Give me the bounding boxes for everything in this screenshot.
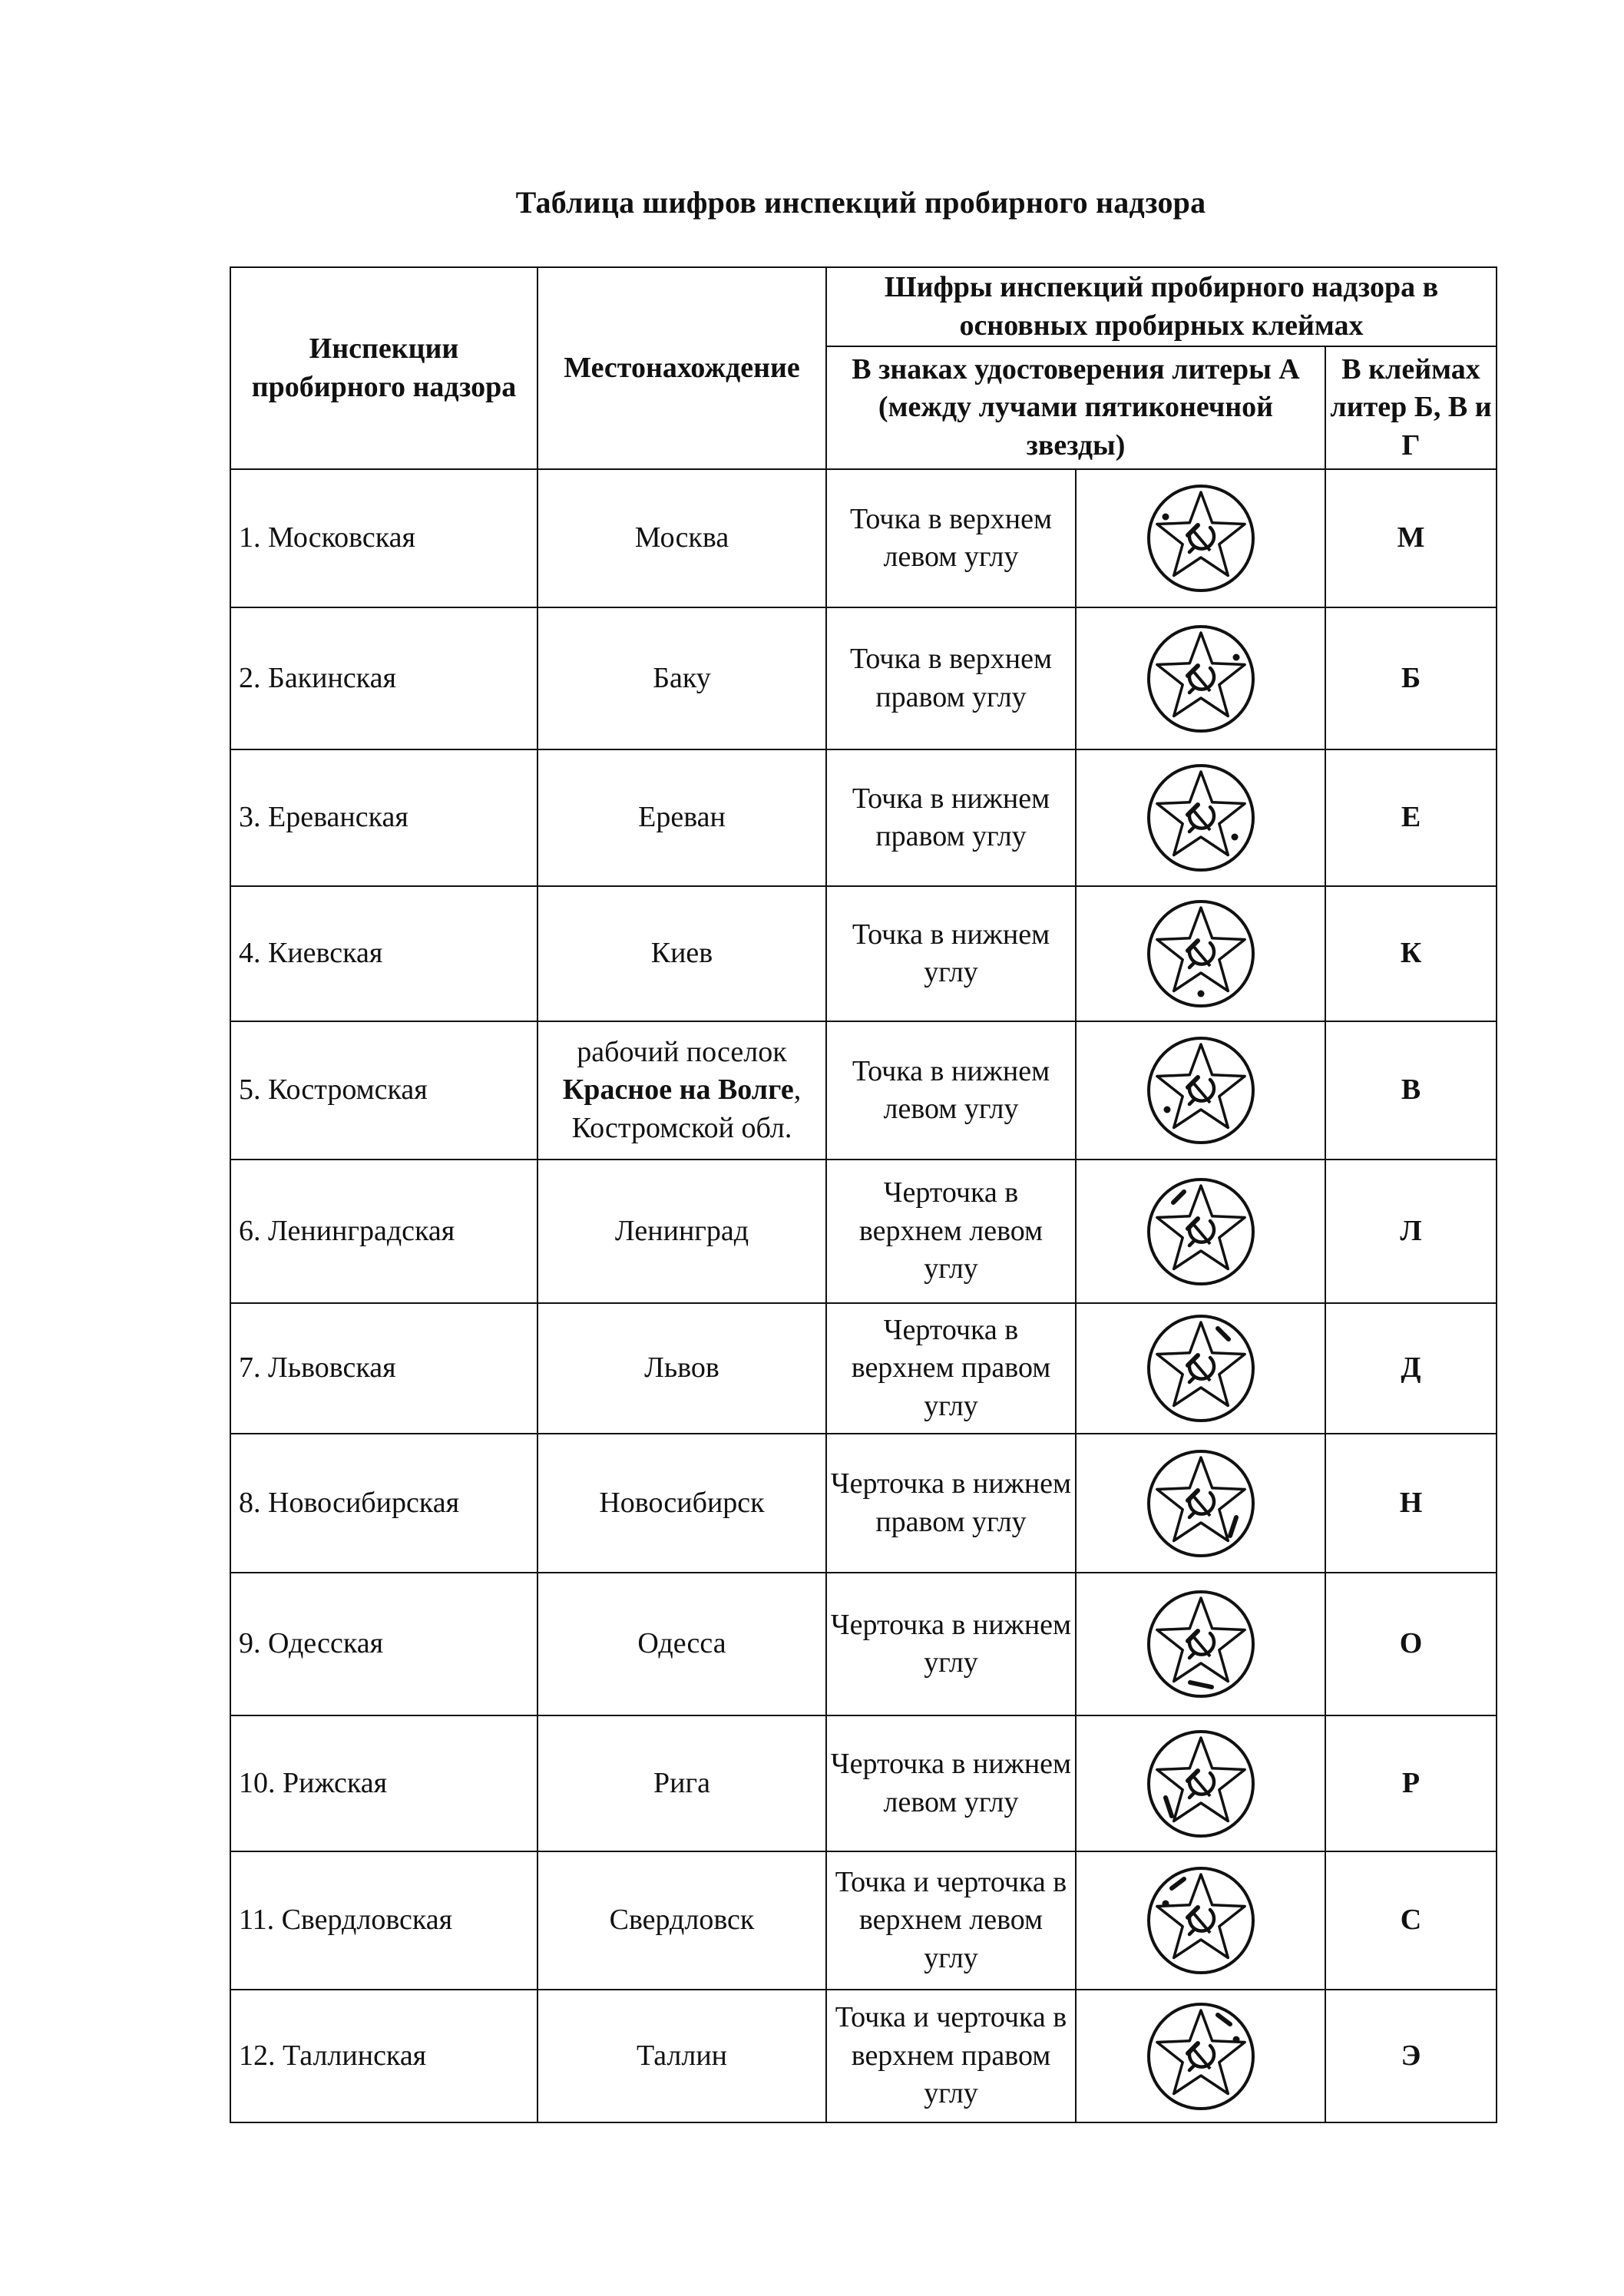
inspection-name-cell: 11. Свердловская: [230, 1851, 537, 1990]
header-location: Местонахождение: [537, 267, 826, 469]
table-body: [230, 469, 1497, 2122]
stamp-image-cell: [1076, 1021, 1325, 1160]
code-dash: [1190, 1682, 1212, 1687]
inspection-name-cell: 4. Киевская: [230, 886, 537, 1021]
code-dash: [1172, 1879, 1184, 1888]
star-hammer-sickle-icon: [1143, 760, 1259, 875]
code-dash: [1230, 1517, 1236, 1536]
table-row: [230, 1303, 1497, 1434]
stamp-image-cell: [1076, 1990, 1325, 2122]
table-row: [230, 1715, 1497, 1851]
header-letter-marks: В клеймах литер Б, В и Г: [1325, 346, 1497, 469]
location-cell: Свердловск: [537, 1851, 826, 1990]
location-line: [538, 1071, 825, 1109]
code-dot: [1232, 653, 1239, 660]
code-letter-cell: Л: [1325, 1160, 1497, 1303]
stamp-image-cell: [1076, 469, 1325, 607]
location-line: Костромской обл.: [571, 1111, 792, 1144]
stamp-image-cell: [1076, 1715, 1325, 1851]
code-letter-cell: Р: [1325, 1715, 1497, 1851]
code-dash: [1173, 1192, 1184, 1203]
star-hammer-sickle-icon: [1143, 1311, 1259, 1426]
table-row: [230, 1160, 1497, 1303]
location-cell: Киев: [537, 886, 826, 1021]
inspection-name-cell: 10. Рижская: [230, 1715, 537, 1851]
code-dot: [1162, 514, 1169, 521]
table-row: [230, 886, 1497, 1021]
header-star-marks: В знаках удостоверения литеры А (между лучами пятиконечной звезды): [826, 346, 1325, 469]
code-description-cell: Черточка в нижнем правом углу: [826, 1434, 1076, 1573]
location-cell: Баку: [537, 607, 826, 749]
location-cell: Рига: [537, 1715, 826, 1851]
table-row: [230, 1434, 1497, 1573]
code-description-cell: Точка в нижнем правом углу: [826, 749, 1076, 886]
code-dot: [1232, 2036, 1239, 2043]
page-title: Таблица шифров инспекций пробирного надзора: [515, 185, 1206, 220]
table-row: [230, 1573, 1497, 1715]
inspection-name-cell: 3. Ереванская: [230, 749, 537, 886]
star-hammer-sickle-icon: [1143, 1446, 1259, 1561]
code-letter-cell: Б: [1325, 607, 1497, 749]
table-row: [230, 1990, 1497, 2122]
star-hammer-sickle-icon: [1143, 481, 1259, 596]
star-hammer-sickle-icon: [1143, 1586, 1259, 1702]
location-cell: [537, 1021, 826, 1160]
stamp-image-cell: [1076, 749, 1325, 886]
star-hammer-sickle-icon: [1143, 621, 1259, 736]
code-description-cell: Точка в нижнем углу: [826, 886, 1076, 1021]
code-description-cell: Точка в верхнем правом углу: [826, 607, 1076, 749]
inspection-name-cell: 8. Новосибирская: [230, 1434, 537, 1573]
location-cell: Новосибирск: [537, 1434, 826, 1573]
code-description-cell: Черточка в верхнем правом углу: [826, 1303, 1076, 1434]
table-row: [230, 469, 1497, 607]
header-codes-group: Шифры инспекций пробирного надзора в основных пробирных клеймах: [826, 267, 1497, 346]
table-row: [230, 749, 1497, 886]
star-hammer-sickle-icon: [1143, 1863, 1259, 1978]
code-dot: [1197, 991, 1204, 997]
code-letter-cell: Э: [1325, 1990, 1497, 2122]
code-dot: [1162, 1901, 1169, 1907]
stamp-image-cell: [1076, 886, 1325, 1021]
code-dot: [1231, 834, 1238, 841]
inspection-name-cell: 2. Бакинская: [230, 607, 537, 749]
table-row: [230, 1851, 1497, 1990]
code-description-cell: Черточка в нижнем углу: [826, 1573, 1076, 1715]
stamp-image-cell: [1076, 1434, 1325, 1573]
code-dash: [1218, 2015, 1230, 2024]
inspection-name-cell: 9. Одесская: [230, 1573, 537, 1715]
code-letter-cell: Д: [1325, 1303, 1497, 1434]
inspection-name-cell: 7. Львовская: [230, 1303, 537, 1434]
location-cell: Ереван: [537, 749, 826, 886]
location-cell: Таллин: [537, 1990, 826, 2122]
code-dash: [1218, 1328, 1229, 1339]
star-hammer-sickle-icon: [1143, 1174, 1259, 1289]
location-comma: ,: [793, 1074, 802, 1107]
code-letter-cell: Н: [1325, 1434, 1497, 1573]
stamp-image-cell: [1076, 1160, 1325, 1303]
table-row: [230, 1021, 1497, 1160]
code-description-cell: Точка и черточка в верхнем правом углу: [826, 1990, 1076, 2122]
location-cell: Москва: [537, 469, 826, 607]
location-line: рабочий поселок: [577, 1035, 787, 1068]
code-description-cell: Черточка в нижнем левом углу: [826, 1715, 1076, 1851]
inspection-name-cell: 6. Ленинградская: [230, 1160, 537, 1303]
code-letter-cell: М: [1325, 469, 1497, 607]
code-letter-cell: О: [1325, 1573, 1497, 1715]
code-description-cell: Точка и черточка в верхнем левом углу: [826, 1851, 1076, 1990]
code-letter-cell: В: [1325, 1021, 1497, 1160]
location-cell: Одесса: [537, 1573, 826, 1715]
code-letter-cell: К: [1325, 886, 1497, 1021]
code-description-cell: Точка в верхнем левом углу: [826, 469, 1076, 607]
code-dash: [1166, 1798, 1172, 1816]
code-description-cell: Черточка в верхнем левом углу: [826, 1160, 1076, 1303]
inspection-name-cell: 5. Костромская: [230, 1021, 537, 1160]
star-hammer-sickle-icon: [1143, 896, 1259, 1011]
location-cell: Ленинград: [537, 1160, 826, 1303]
stamp-image-cell: [1076, 607, 1325, 749]
code-letter-cell: С: [1325, 1851, 1497, 1990]
code-dot: [1163, 1107, 1170, 1113]
code-letter-cell: Е: [1325, 749, 1497, 886]
star-hammer-sickle-icon: [1143, 1033, 1259, 1148]
location-cell: Львов: [537, 1303, 826, 1434]
table-row: [230, 607, 1497, 749]
star-hammer-sickle-icon: [1143, 1726, 1259, 1841]
header-inspection: Инспекции пробирного надзора: [230, 267, 537, 469]
stamp-image-cell: [1076, 1851, 1325, 1990]
location-settlement: Красное на Волге: [562, 1074, 794, 1107]
stamp-image-cell: [1076, 1303, 1325, 1434]
code-description-cell: Точка в нижнем левом углу: [826, 1021, 1076, 1160]
stamp-image-cell: [1076, 1573, 1325, 1715]
star-hammer-sickle-icon: [1143, 1999, 1259, 2114]
inspection-name-cell: 12. Таллинская: [230, 1990, 537, 2122]
inspection-name-cell: 1. Московская: [230, 469, 537, 607]
assay-code-table: [230, 266, 1497, 2123]
